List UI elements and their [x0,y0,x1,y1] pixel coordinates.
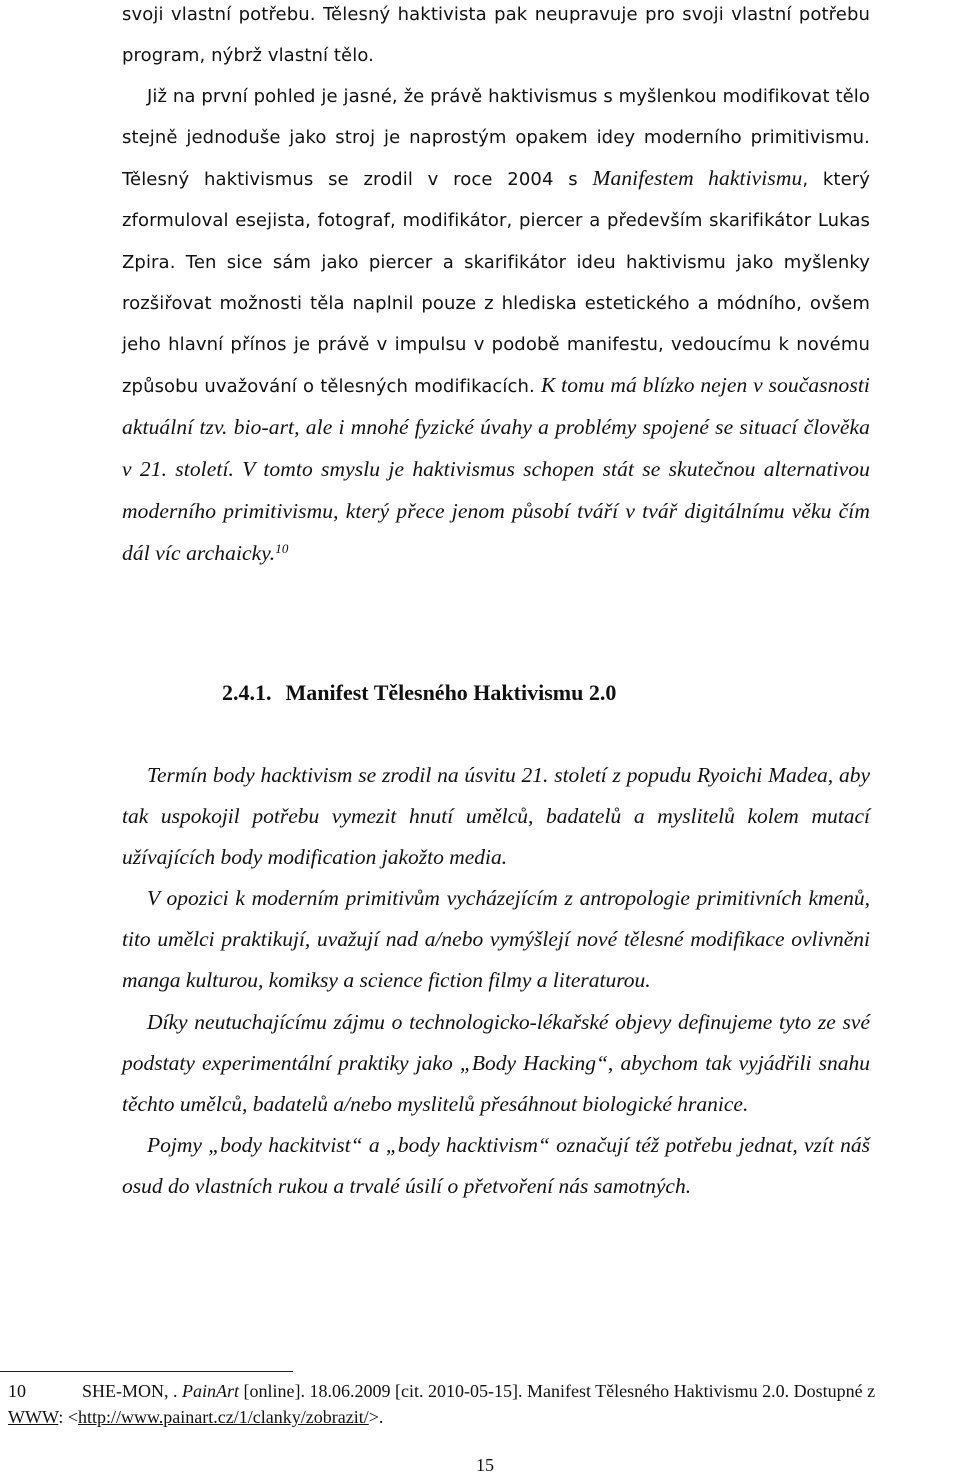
footnote-number: 10 [8,1381,26,1401]
section-number: 2.4.1. [222,680,272,705]
footnote [8,1378,960,1430]
paragraph-haktivismus: Již na první pohled je jasné, že právě haktivismus s myšlenkou modifikovat tělo stejně jednoduše jako stroj je naprostým opakem idey moderního primitivismu. Tělesný haktivismus se zrodil v roce 2004 s Manifestem haktivismu, který zformuloval esejista, fotograf, modifikátor, piercer a především skarifikátor Lukas Zpira. Ten sice sám jako piercer a skarifikátor ideu haktivismu jako myšlenky rozšiřovat možnosti těla naplnil pouze z hlediska estetického a módního, ovšem jeho hlavní přínos je právě v impulsu v podobě manifestu, vedoucímu k novému způsobu uvažování o tělesných modifikacích. K tomu má blízko nejen v současnosti aktuální tzv. bio-art, ale i mnohé fyzické úvahy a problémy spojené se situací člověka v 21. století. V tomto smyslu je haktivismus schopen stát se skutečnou alternativou moderního primitivismu, který přece jenom působí tváří v tvář digitálnímu věku čím dál víc archaicky.$^{10}$ [122,86,870,566]
body-text [122,0,870,575]
footnote-source: PainArt [182,1381,240,1401]
section-title: Manifest Tělesného Haktivismu 2.0 [285,680,617,705]
manifest-italic: Manifestem haktivismu [592,166,803,191]
footnote-line-1: 10 SHE-MON, . PainArt [online]. 18.06.2009 [cit. 2010-05-15]. Manifest Tělesného Haktivismu 2.0. Dostupné z [8,1378,960,1404]
manifest-paragraph: Pojmy „body hackitvist“ a „body hacktivism“ označují též potřebu jednat, vzít náš osud do vlastních rukou a trvalé úsilí o přetvoření nás samotných. [122,1132,870,1198]
www-link[interactable]: WWW [8,1407,59,1427]
section-heading [222,680,616,706]
footnote-line-2: WWW: <http://www.painart.cz/1/clanky/zobrazit/>. [8,1407,384,1427]
page-number: 15 [476,1455,494,1475]
manifest-quote [122,755,870,1207]
painart-url-link[interactable]: http://www.painart.cz/1/clanky/zobrazit/ [77,1407,369,1427]
manifest-paragraph: Díky neutuchajícímu zájmu o technologicko-lékařské objevy definujeme tyto ze své podstaty experimentální praktiky jako „Body Hacking“, abychom tak vyjádřili snahu těchto umělců, badatelů a/nebo myslitelů přesáhnout biologické hranice. [122,1009,870,1116]
quote-italic: K tomu má blízko nejen v současnosti aktuální tzv. bio-art, ale i mnohé fyzické úvahy a problémy spojené se situací člověka v 21. století. V tomto smyslu je haktivismus schopen stát se skutečnou alternativou moderního primitivismu, který přece jenom působí tváří v tvář digitálnímu věku čím dál víc archaicky. [122,372,870,566]
paragraph-continuation: svoji vlastní potřebu. Tělesný haktivista pak neupravuje pro svoji vlastní potřebu program, nýbrž vlastní tělo. [122,4,870,67]
manifest-paragraph: V opozici k moderním primitivům vycházejícím z antropologie primitivních kmenů, tito umělci praktikují, uvažují nad a/nebo vymýšlejí nové tělesné modifikace ovlivněni manga kulturou, komiksy a science fiction filmy a literaturou. [122,886,870,993]
manifest-paragraph: Termín body hacktivism se zrodil na úsvitu 21. století z popudu Ryoichi Madea, aby tak uspokojil potřebu vymezit hnutí umělců, badatelů a myslitelů kolem mutací užívajících body modification jakožto media. [122,763,870,870]
footnote-ref[interactable]: 10 [275,541,289,557]
footnote-divider [0,1371,293,1372]
